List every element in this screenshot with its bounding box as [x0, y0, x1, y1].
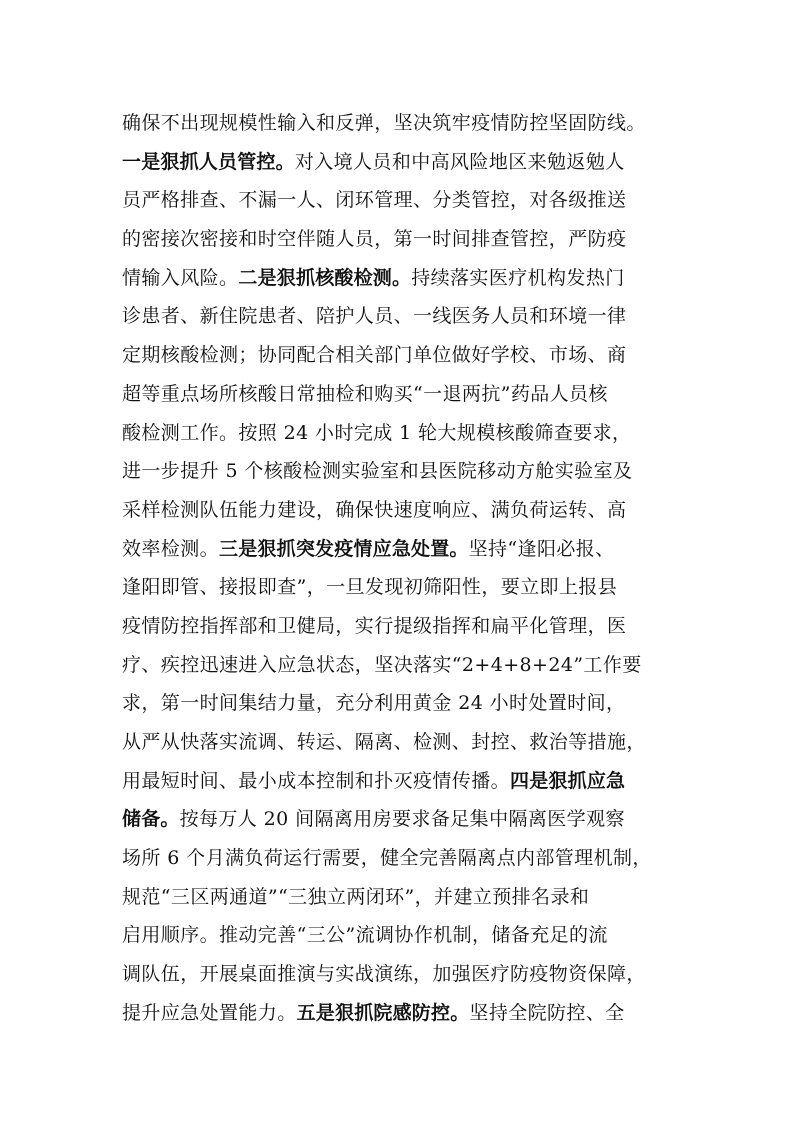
body-text: 持续落实医疗机构发热门 [411, 266, 625, 289]
body-text: 规范“三区两通道”“三独立两闭环”，并建立预排名录和 [122, 885, 590, 908]
body-text: 逢阳即管、接报即查”，一旦发现初筛阳性，要立即上报县 [122, 576, 618, 599]
body-text: 确保不出现规模性输入和反弹，坚决筑牢疫情防控坚固防线。 [122, 112, 646, 134]
text-line [122, 916, 674, 955]
text-line [122, 452, 674, 491]
body-text: 按每万人 20 间隔离用房要求备足集中隔离医学观察 [179, 808, 625, 831]
text-line [122, 297, 674, 336]
body-text: 疫情防控指挥部和卫健局，实行提级指挥和扁平化管理，医 [122, 614, 627, 637]
body-text: 诊患者、新住院患者、陪护人员、一线医务人员和环境一律 [122, 305, 627, 328]
body-text: 超等重点场所核酸日常抽检和购买“一退两抗”药品人员核 [122, 382, 608, 405]
bold-heading-text: 三是狠抓突发疫情应急处置。 [219, 537, 469, 560]
text-line [122, 104, 674, 143]
text-line [122, 955, 674, 994]
document-body [122, 104, 674, 1033]
text-line [122, 723, 674, 762]
body-text: 定期核酸检测；协同配合相关部门单位做好学校、市场、商 [122, 344, 627, 367]
text-line [122, 414, 674, 453]
text-line [122, 568, 674, 607]
bold-heading-text: 一是狠抓人员管控。 [122, 150, 295, 173]
body-text: 调队伍，开展桌面推演与实战演练，加强医疗防疫物资保障， [122, 963, 646, 986]
text-line [122, 607, 674, 646]
text-line [122, 684, 674, 723]
body-text: 对入境人员和中高风险地区来勉返勉人 [294, 150, 625, 173]
bold-heading-text: 二是狠抓核酸检测。 [238, 266, 412, 289]
text-line [122, 762, 674, 801]
body-text: 场所 6 个月满负荷运行需要，健全完善隔离点内部管理机制， [122, 847, 652, 870]
text-line [122, 839, 674, 878]
body-text: 情输入风险。 [122, 266, 239, 289]
text-line [122, 220, 674, 259]
body-text: 提升应急处置能力。 [122, 1001, 297, 1024]
body-text: 效率检测。 [122, 537, 220, 560]
text-line [122, 800, 674, 839]
body-text: 求，第一时间集结力量，充分利用黄金 24 小时处置时间， [122, 692, 626, 715]
text-line [122, 143, 674, 182]
text-line [122, 375, 674, 414]
bold-heading-text: 四是狠抓应急 [510, 769, 626, 792]
text-line [122, 878, 674, 917]
body-text: 采样检测队伍能力建设，确保快速度响应、满负荷运转、高 [122, 498, 627, 521]
text-line [122, 336, 674, 375]
text-line [122, 646, 674, 685]
body-text: 启用顺序。推动完善“三公”流调协作机制，储备充足的流 [122, 924, 608, 947]
bold-heading-text: 五是狠抓院感防控。 [296, 1001, 470, 1024]
bold-heading-text: 储备。 [122, 808, 180, 831]
body-text: 坚持全院防控、全 [469, 1001, 625, 1024]
body-text: 用最短时间、最小成本控制和扑灭疫情传播。 [122, 769, 511, 792]
body-text: 的密接次密接和时空伴随人员，第一时间排查管控，严防疫 [122, 228, 627, 251]
body-text: 酸检测工作。按照 24 小时完成 1 轮大规模核酸筛查要求， [122, 421, 632, 444]
text-line [122, 259, 674, 298]
body-text: 员严格排查、不漏一人、闭环管理、分类管控，对各级推送 [122, 189, 627, 212]
body-text: 坚持“逢阳必报、 [468, 537, 615, 560]
text-line [122, 181, 674, 220]
text-line [122, 530, 674, 569]
body-text: 从严从快落实流调、转运、隔离、检测、封控、救治等措施， [122, 731, 646, 753]
text-line [122, 994, 674, 1033]
body-text: 疗、疾控迅速进入应急状态，坚决落实“2+4+8+24”工作要 [122, 653, 642, 676]
body-text: 进一步提升 5 个核酸检测实验室和县医院移动方舱实验室及 [122, 460, 633, 483]
text-line [122, 491, 674, 530]
